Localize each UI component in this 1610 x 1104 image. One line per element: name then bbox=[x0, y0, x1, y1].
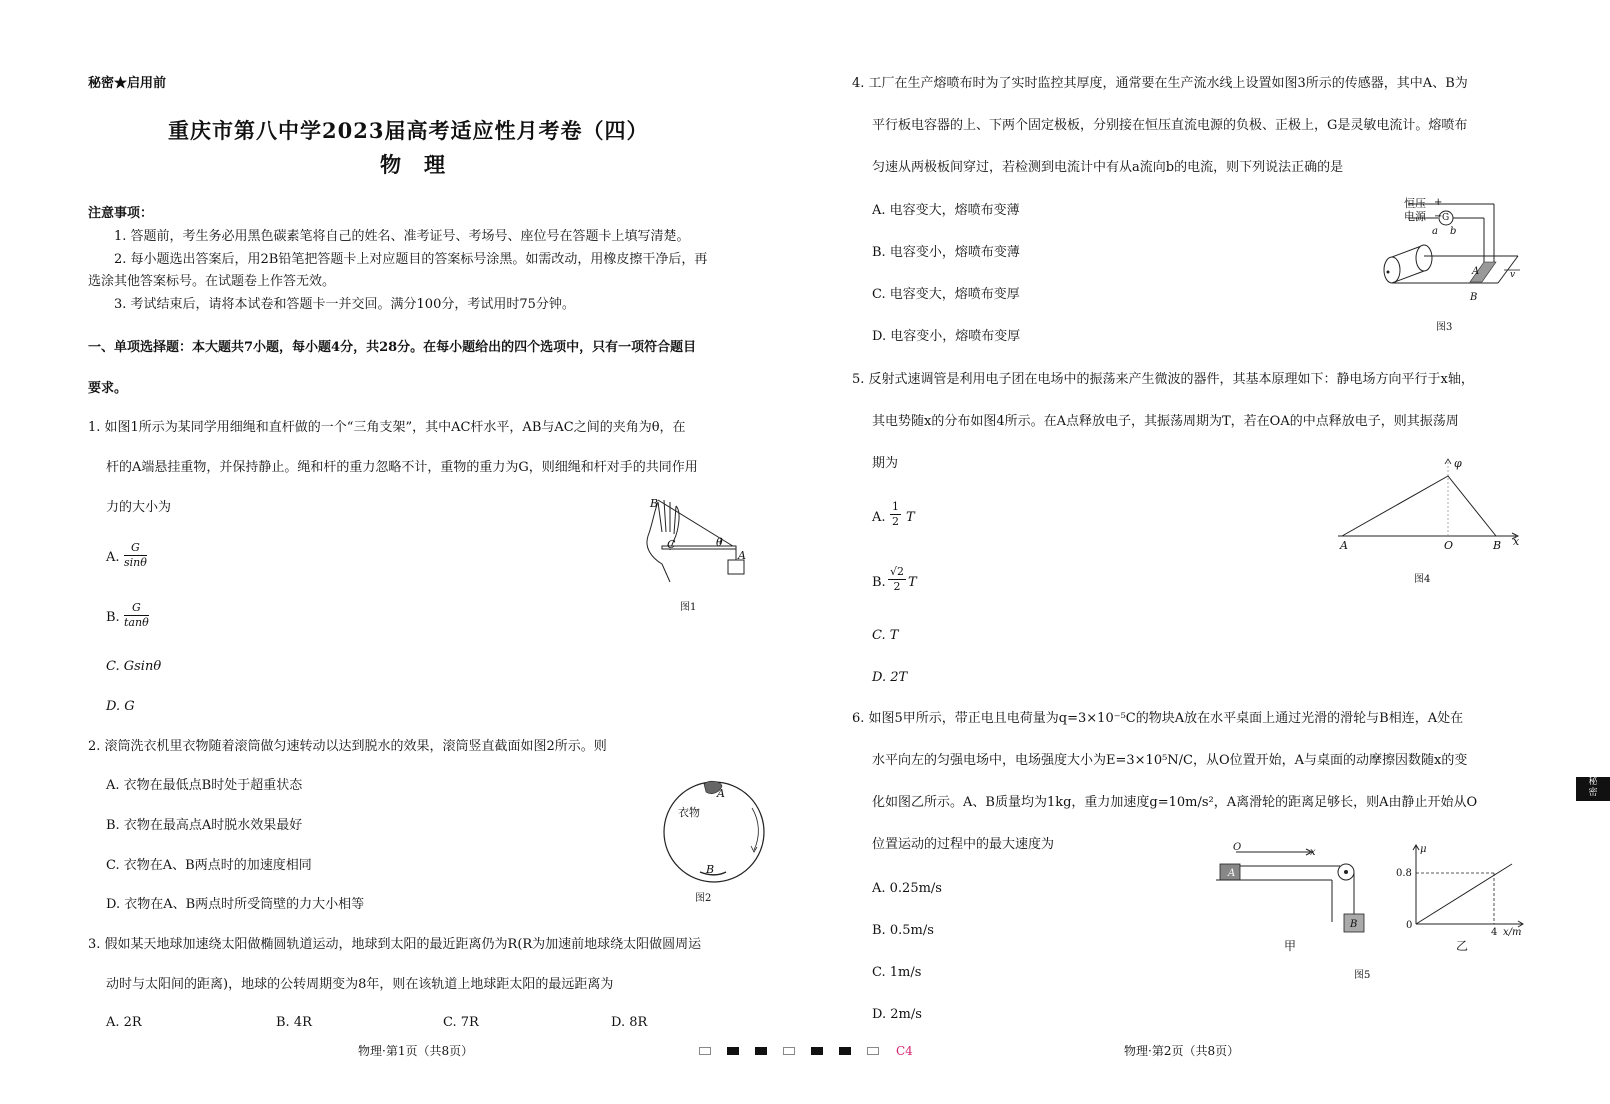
figure-1-caption: 图1 bbox=[680, 602, 697, 613]
denominator: 2 bbox=[893, 580, 901, 593]
q5-option-c: C. T bbox=[872, 628, 899, 643]
exam-title: 重庆市第八中学2023届高考适应性月考卷（四） bbox=[168, 118, 649, 143]
figure-3-caption: 图3 bbox=[1436, 322, 1453, 333]
fig1-point-c: C bbox=[667, 538, 676, 551]
notes-heading: 注意事项： bbox=[88, 206, 154, 221]
q3-option-a: A. 2R bbox=[106, 1015, 142, 1030]
page-1-footer: 物理·第1页（共8页） bbox=[358, 1044, 474, 1058]
figure-1-tripod bbox=[640, 492, 790, 592]
numerator: G bbox=[124, 601, 149, 616]
q1-option-b-label: B. bbox=[106, 610, 120, 625]
q4-option-c: C. 电容变大，熔喷布变厚 bbox=[872, 287, 1020, 302]
q4-stem: 4. 工厂在生产熔喷布时为了实时监控其厚度，通常要在生产流水线上设置如图3所示的传感器，其中A、B为 bbox=[852, 76, 1468, 91]
fig5-y-tick: 0.8 bbox=[1396, 868, 1412, 879]
fig4-x-axis-label: x bbox=[1513, 535, 1520, 548]
q6-stem: 位置运动的过程中的最大速度为 bbox=[872, 837, 1055, 852]
page-2-footer: 物理·第2页（共8页） bbox=[1124, 1044, 1240, 1058]
q1-option-a-fraction bbox=[124, 541, 147, 570]
q4-option-d: D. 电容变小，熔喷布变厚 bbox=[872, 329, 1021, 344]
fig3-power-label-2: 电源 bbox=[1404, 210, 1426, 223]
fig2-point-b: B bbox=[706, 863, 715, 876]
secret-label: 秘密★启用前 bbox=[88, 76, 167, 91]
fig4-phi-label: φ bbox=[1454, 457, 1462, 470]
section-heading-cont: 要求。 bbox=[88, 381, 128, 396]
fig5-origin-o: O bbox=[1233, 842, 1242, 853]
print-mark bbox=[811, 1047, 823, 1055]
note-item: 2. 每小题选出答案后，用2B铅笔把答题卡上对应题目的答案标号涂黑。如需改动，用橡皮擦干净后，再 bbox=[114, 252, 708, 267]
fig4-point-b: B bbox=[1493, 539, 1502, 552]
q1-option-d: D. G bbox=[106, 699, 135, 714]
q2-stem: 2. 滚筒洗衣机里衣物随着滚筒做匀速转动以达到脱水的效果，滚筒竖直截面如图2所示。则 bbox=[88, 739, 607, 754]
note-item: 1. 答题前，考生务必用黑色碳素笔将自己的姓名、准考证号、考场号、座位号在答题卡上填写清楚。 bbox=[114, 229, 690, 244]
denominator: 2 bbox=[892, 515, 899, 528]
q3-option-b: B. 4R bbox=[276, 1015, 312, 1030]
q5-stem: 5. 反射式速调管是利用电子团在电场中的振荡来产生微波的器件，其基本原理如下：静电场方向平行于x轴， bbox=[852, 372, 1474, 387]
fig2-clothes-label: 衣物 bbox=[678, 806, 700, 819]
q6-stem: 化如图乙所示。A、B质量均为1kg，重力加速度g=10m/s²，A离滑轮的距离足够长，则A由静止开始从O bbox=[872, 795, 1478, 810]
q6-option-d: D. 2m/s bbox=[872, 1007, 922, 1022]
fig5-label-jia: 甲 bbox=[1284, 939, 1297, 953]
fig5-block-b: B bbox=[1350, 919, 1358, 930]
q1-stem: 1. 如图1所示为某同学用细绳和直杆做的一个“三角支架”，其中AC杆水平，AB与AC之间的夹角为θ，在 bbox=[88, 420, 686, 435]
fig5-x-tick: 4 bbox=[1491, 927, 1498, 938]
q2-option-b: B. 衣物在最高点A时脱水效果最好 bbox=[106, 818, 303, 833]
print-mark bbox=[699, 1047, 711, 1055]
q5-stem: 其电势随x的分布如图4所示。在A点释放电子，其振荡周期为T，若在OA的中点释放电子，则其振荡周 bbox=[872, 414, 1459, 429]
q3-option-d: D. 8R bbox=[611, 1015, 648, 1030]
fig3-plate-a: A bbox=[1472, 266, 1480, 277]
q2-option-d: D. 衣物在A、B两点时所受筒壁的力大小相等 bbox=[106, 897, 365, 912]
print-mark bbox=[839, 1047, 851, 1055]
numerator: 1 bbox=[892, 500, 899, 513]
q4-stem: 匀速从两极板间穿过，若检测到电流计中有从a流向b的电流，则下列说法正确的是 bbox=[872, 160, 1344, 175]
print-mark bbox=[867, 1047, 879, 1055]
fig2-point-a: A bbox=[717, 787, 725, 800]
fig5-x-unit: x/m bbox=[1503, 927, 1522, 938]
q5-option-b-fraction bbox=[888, 565, 906, 594]
fig5-mu-label: μ bbox=[1420, 844, 1427, 855]
q5-stem: 期为 bbox=[872, 456, 899, 471]
fig4-origin: O bbox=[1444, 539, 1454, 552]
numerator: G bbox=[124, 541, 147, 556]
fig5-label-yi: 乙 bbox=[1456, 939, 1469, 953]
fig5-zero: 0 bbox=[1406, 920, 1413, 931]
q6-option-a: A. 0.25m/s bbox=[872, 881, 942, 896]
q1-option-b-fraction bbox=[124, 601, 149, 630]
q6-option-b: B. 0.5m/s bbox=[872, 923, 934, 938]
fig1-point-a: A bbox=[738, 549, 746, 562]
fig3-point-b-lower: b bbox=[1450, 226, 1457, 237]
q5-option-b-tail: T bbox=[908, 575, 917, 590]
q3-stem: 动时与太阳间的距离)，地球的公转周期变为8年，则在该轨道上地球距太阳的最远距离为 bbox=[106, 977, 614, 992]
side-tab-text: 秘 密 bbox=[1588, 777, 1598, 798]
fig3-minus-sign: − bbox=[1434, 211, 1443, 222]
q4-option-b: B. 电容变小，熔喷布变薄 bbox=[872, 245, 1020, 260]
fig5-block-a: A bbox=[1228, 868, 1236, 879]
q1-option-c: C. Gsinθ bbox=[106, 659, 162, 674]
version-code: C4 bbox=[896, 1044, 913, 1058]
q1-stem: 杆的A端悬挂重物，并保持静止。绳和杆的重力忽略不计，重物的重力为G，则细绳和杆对手的共同作用 bbox=[106, 460, 698, 475]
q2-option-a: A. 衣物在最低点B时处于超重状态 bbox=[106, 778, 303, 793]
figure-3-sensor bbox=[1378, 198, 1528, 306]
q3-stem: 3. 假如某天地球加速绕太阳做椭圆轨道运动，地球到太阳的最近距离仍为R(R为加速前地球绕太阳做圆周运 bbox=[88, 937, 702, 952]
figure-5a-pulley-setup bbox=[1216, 842, 1366, 938]
q5-option-b-label: B. bbox=[872, 575, 886, 590]
q5-option-a-fraction bbox=[890, 500, 901, 529]
fig1-theta: θ bbox=[716, 536, 723, 549]
figure-4-potential-graph bbox=[1334, 456, 1524, 548]
q6-stem: 6. 如图5甲所示，带正电且电荷量为q=3×10⁻⁵C的物块A放在水平桌面上通过光滑的滑轮与B相连，A处在 bbox=[852, 711, 1464, 726]
denominator: sinθ bbox=[124, 556, 147, 569]
numerator: √2 bbox=[890, 565, 905, 578]
q5-option-a-label: A. bbox=[872, 510, 886, 525]
print-mark bbox=[783, 1047, 795, 1055]
q5-option-a-tail: T bbox=[906, 510, 915, 525]
print-mark bbox=[727, 1047, 739, 1055]
fig3-galvanometer: G bbox=[1442, 213, 1450, 223]
fig3-plate-b: B bbox=[1470, 292, 1478, 303]
fig3-velocity: v bbox=[1510, 270, 1516, 280]
q4-option-a: A. 电容变大，熔喷布变薄 bbox=[872, 203, 1020, 218]
figure-2-caption: 图2 bbox=[695, 893, 712, 904]
denominator: tanθ bbox=[124, 616, 149, 629]
q4-stem: 平行板电容器的上、下两个固定极板，分别接在恒压直流电源的负极、正极上，G是灵敏电流计。熔喷布 bbox=[872, 118, 1468, 133]
fig1-point-b: B bbox=[650, 497, 659, 510]
fig4-point-a: A bbox=[1340, 539, 1348, 552]
note-item: 3. 考试结束后，请将本试卷和答题卡一并交回。满分100分，考试用时75分钟。 bbox=[114, 297, 575, 312]
q6-option-c: C. 1m/s bbox=[872, 965, 922, 980]
q1-stem: 力的大小为 bbox=[106, 500, 172, 515]
fig3-power-label-1: 恒压 bbox=[1404, 197, 1426, 210]
q5-option-d: D. 2T bbox=[872, 670, 908, 685]
figure-5-caption: 图5 bbox=[1354, 970, 1371, 981]
side-secret-tab bbox=[1576, 777, 1610, 801]
note-item: 选涂其他答案标号。在试题卷上作答无效。 bbox=[88, 274, 336, 289]
q6-stem: 水平向左的匀强电场中，电场强度大小为E=3×10⁵N/C，从O位置开始，A与桌面的动摩擦因数随x的变 bbox=[872, 753, 1468, 768]
q1-option-a-label: A. bbox=[106, 550, 120, 565]
subject-title: 物 理 bbox=[380, 152, 446, 177]
q2-option-c: C. 衣物在A、B两点时的加速度相同 bbox=[106, 858, 312, 873]
fig3-point-a-lower: a bbox=[1432, 226, 1438, 237]
print-mark bbox=[755, 1047, 767, 1055]
fig5-x-label: x bbox=[1310, 847, 1316, 858]
fig3-plus-sign: + bbox=[1434, 197, 1443, 208]
q3-option-c: C. 7R bbox=[443, 1015, 479, 1030]
section-heading: 一、单项选择题：本大题共7小题，每小题4分，共28分。在每小题给出的四个选项中，只有一项符合题目 bbox=[88, 340, 697, 355]
figure-4-caption: 图4 bbox=[1414, 574, 1431, 585]
